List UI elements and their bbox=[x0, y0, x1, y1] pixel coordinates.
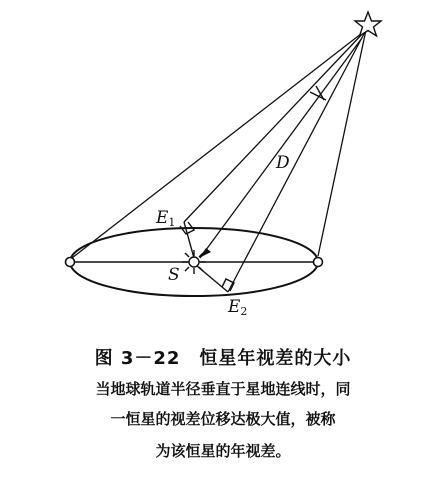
sight-line-left bbox=[72, 30, 366, 258]
caption-line-3: 为该恒星的年视差。 bbox=[155, 442, 291, 460]
sight-line-right bbox=[318, 30, 366, 256]
earth-point-right bbox=[314, 258, 323, 267]
label-earth2: E2 bbox=[228, 297, 248, 318]
sun-icon bbox=[182, 250, 206, 274]
label-distance: D bbox=[276, 153, 290, 173]
caption-line-2: 一恒星的视差位移达极大值，被称 bbox=[110, 410, 336, 428]
label-sun: S bbox=[168, 265, 180, 285]
arrow-head bbox=[199, 248, 211, 258]
caption-line-1: 当地球轨道半径垂直于星地连线时，同 bbox=[95, 380, 351, 398]
sight-line-sun bbox=[200, 38, 362, 258]
sight-line-e2 bbox=[228, 30, 366, 292]
earth-point-left bbox=[66, 258, 75, 267]
sight-lines bbox=[72, 30, 366, 292]
label-earth1: E1 bbox=[156, 208, 176, 229]
sight-line-e1 bbox=[184, 30, 366, 222]
figure-title: 图 3－22 恒星年视差的大小 bbox=[94, 348, 352, 369]
star-icon bbox=[355, 12, 381, 36]
